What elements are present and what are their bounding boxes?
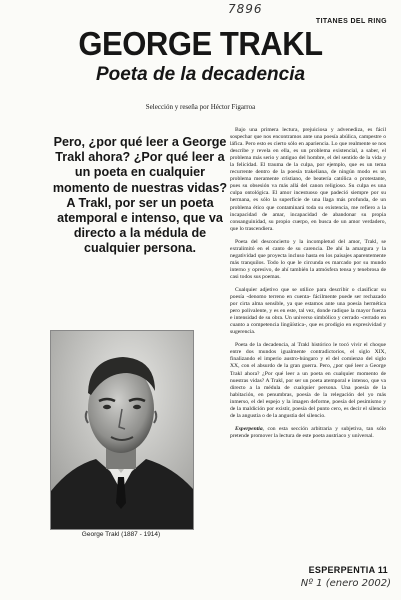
body-paragraph: Poeta del desconcierto y la incompletud del amor, Trakl, se extralimitó en el canto de su carencia. De ahí la amargura y la negatividad que proyecta incluso hasta en los paisajes aparentemente más tranquilos. Todo lo que le circunda es marcado por su mundo interno y opresivo, de ahí también la atmósfera tensa y tenebrosa de casi todos sus poemas. xyxy=(230,238,386,280)
photo-caption: George Trakl (1887 - 1914) xyxy=(81,531,161,538)
author-portrait xyxy=(50,330,194,530)
page-footer: ESPERPENTIA 11 xyxy=(308,565,388,575)
closing-text: , con esta sección arbitraria y subjetiva, tan sólo pretende promover la lectura de este poeta austriaco y universal. xyxy=(230,425,386,439)
body-paragraph: Poeta de la decadencia, al Trakl histórico le tocó vivir el choque entre dos mundos igualmente contradictorios, el siglo XIX, finalizando el imperio austro-húngaro y el del comienzo del siglo XX, con el absurdo de la gran guerra. Pero, ¿por qué leer a George Trakl ahora? ¿Por qué leer a un poeta en cualquier momento de nuestras vidas? A Trakl, por ser un poeta atemporal e intenso, que va directo a la médula de cualquier persona. Una poesía de la habitación, en penumbras, poesía de la relegación del yo más inmerso, el del espejo y la imagen deforme, poesía del pesimismo y de la maldición por existir, poesía del punto cero, es decir el silencio de la angustia o de la angustia del silencio. xyxy=(230,342,386,419)
closing-note xyxy=(230,426,386,440)
body-paragraph: Bajo una primera lectura, prejuiciosa y advenediza, es fácil sospechar que nos encontramos ante una poesía abúlica, campestre o láfica. Pero esto es cierto sólo en apariencia. Lo que realmente se nos describe y revela en ella, es un problema existencial, a saber, el problema más serio y antiguo del hombre, el del sentido de la vida y la felicidad. El trauma de la culpa, por ejemplo, que es un tema recurrente dentro de la poesía trakeliana, de ningún modo es un problema meramente cristiano, de beatería católica o protestante, pues su obsesión va más allá del canon religioso. Su culpa es una culpa ontológica. El amor incestuoso que padeció siempre por su hermana, es sólo la superficie de una llaga más profunda, de un problema ético que contaminará toda su existencia, me refiero a la incapacidad de amar, incapacidad de abandonar su propia consanguinidad, su propio cuerpo, en busca de un amor verdadero, que lo trascendiera. xyxy=(230,127,386,232)
pull-quote: Pero, ¿por qué leer a George Trakl ahora? ¿Por qué leer a un poeta en cualquier momento de nuestras vidas? A Trakl, por ser un poeta atemporal e intenso, que va directo a la médula de cualquier persona. xyxy=(52,135,228,256)
handwritten-issue-note: Nº 1 (enero 2002) xyxy=(300,578,391,589)
section-label: TITANES DEL RING xyxy=(315,18,387,25)
closing-keyword: Esperpentia xyxy=(235,425,263,432)
byline: Selección y reseña por Héctor Figarroa xyxy=(145,103,256,111)
handwritten-number: 7896 xyxy=(228,2,263,16)
article-subtitle: Poeta de la decadencia xyxy=(95,64,306,85)
article-body xyxy=(230,127,386,446)
article-title: GEORGE TRAKL xyxy=(78,25,323,62)
body-paragraph: Cualquier adjetivo que se utilice para describir o clasificar su poesía -denomo terreno en cuenta- fácilmente puede ser rechazado por cirta alma sensible, ya que estamos ante una poesía hermética pero polivalente, y es en este, tal vez, donde radique la mayor fuerza e intensidad de su obra. Un universo simbólico y cerrado -cerrado en cuanto a competencia lingüística-, que es prodigio en expresividad y sugerencia. xyxy=(230,286,386,336)
